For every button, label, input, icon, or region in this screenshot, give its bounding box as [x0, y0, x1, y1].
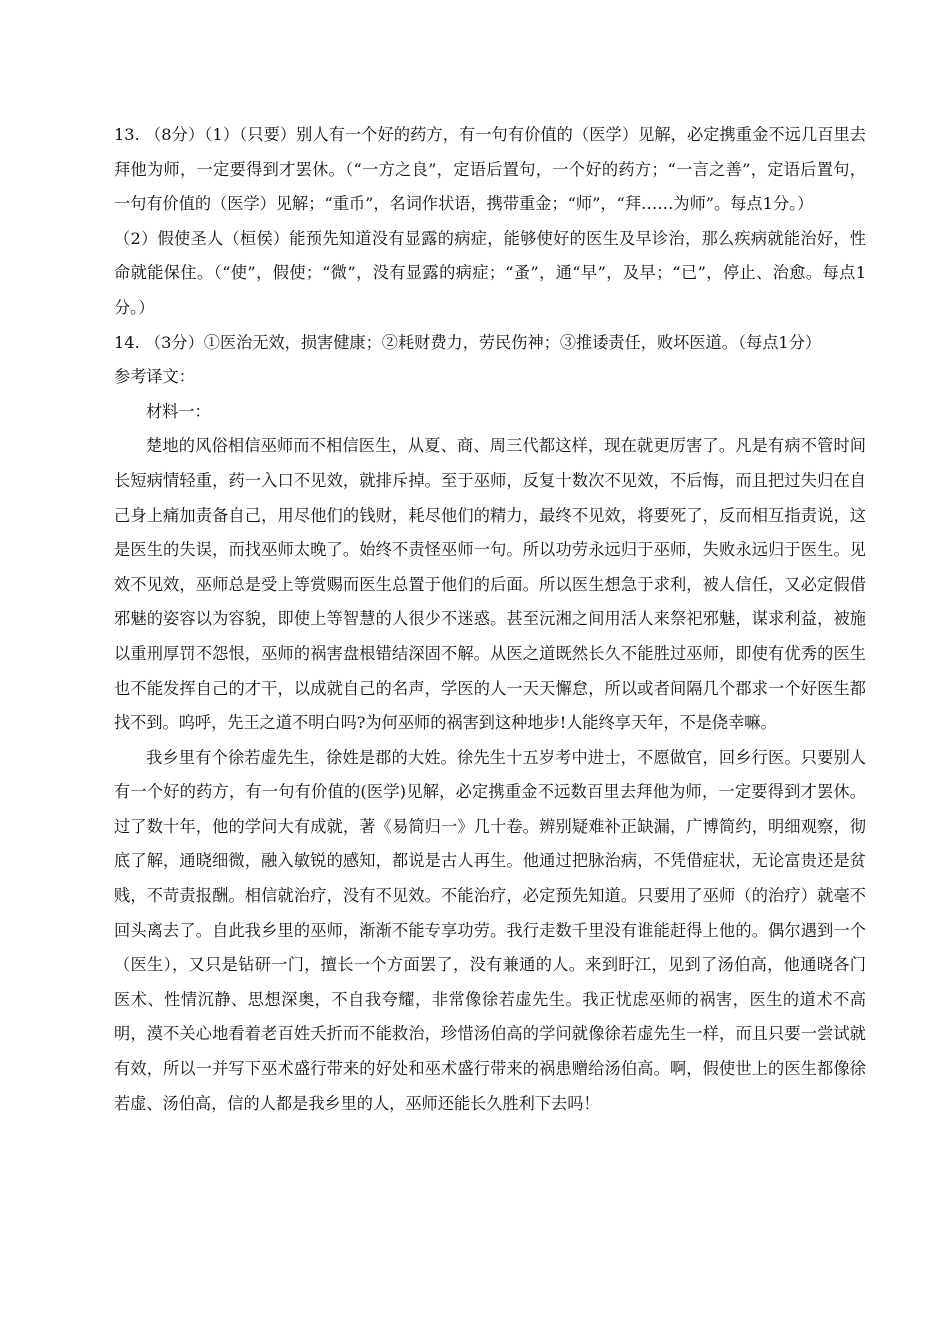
document-content	[114, 118, 866, 1121]
material-paragraph: 楚地的风俗相信巫师而不相信医生，从夏、商、周三代都这样，现在就更厉害了。凡是有病不管时间长短病情轻重，药一入口不见效，就排斥掉。至于巫师，反复十数次不见效，不后悔，而且把过失归在自己身上痛加责备自己，用尽他们的钱财，耗尽他们的精力，最终不见效，将要死了，反而相互指责说，这是医生的失误，而找巫师太晚了。始终不责怪巫师一句。所以功劳永远归于巫师，失败永远归于医生。见效不见效，巫师总是受上等赏赐而医生总置于他们的后面。所以医生想急于求利，被人信任，又必定假借邪魅的姿容以为容貌，即使上等智慧的人很少不迷惑。甚至沅湘之间用活人来祭祀邪魅，谋求利益，被施以重刑厚罚不怨恨，巫师的祸害盘根错结深固不解。从医之道既然长久不能胜过巫师，即使有优秀的医生也不能发挥自己的才干，以成就自己的名声，学医的人一天天懈怠，所以或者间隔几个郡求一个好医生都找不到。呜呼，先王之道不明白吗?为何巫师的祸害到这种地步!人能终享天年，不是侥幸嘛。	[114, 436, 866, 733]
q13-answer-part1: 13. （8分）（1）（只要）别人有一个好的药方，有一句有价值的（医学）见解，必定携重金不远几百里去拜他为师，一定要得到才罢休。（“一方之良”，定语后置句，一个好的药方；“一言之善”，定语后置句，一句有价值的（医学）见解；“重币”，名词作状语，携带重金；“师”，“拜……为师”。每点1分。）	[114, 125, 866, 214]
q14-answer: 14. （3分）①医治无效，损害健康；②耗财费力，劳民伤神；③推诿责任，败坏医道。（每点1分）	[114, 332, 822, 352]
reference-translation-label: 参考译文：	[114, 367, 195, 387]
material-one-label: 材料一：	[146, 401, 211, 421]
q13-answer-part2: （2）假使圣人（桓侯）能预先知道没有显露的病症，能够使好的医生及早诊治，那么疾病就能治好，性命就能保住。（“使”，假使；“微”，没有显露的病症；“蚤”，通“早”，及早；“已”，停止、治愈。每点1分。）	[114, 228, 866, 317]
material-paragraph: 我乡里有个徐若虚先生，徐姓是郡的大姓。徐先生十五岁考中进士，不愿做官，回乡行医。只要别人有一个好的药方，有一句有价值的(医学)见解，必定携重金不远数百里去拜他为师，一定要得到才罢休。过了数十年，他的学问大有成就，著《易简归一》几十卷。辨别疑难补正缺漏，广博简约，明细观察，彻底了解，通晓细微，融入敏锐的感知，都说是古人再生。他通过把脉治病，不凭借症状，无论富贵还是贫贱，不苛责报酬。相信就治疗，没有不见效。不能治疗，必定预先知道。只要用了巫师（的治疗）就毫不回头离去了。自此我乡里的巫师，渐渐不能专享功劳。我行走数千里没有谁能赶得上他的。偶尔遇到一个（医生），又只是钻研一门，擅长一个方面罢了，没有兼通的人。来到盱江，见到了汤伯高，他通晓各门医术、性情沉静、思想深奥，不自我夸耀，非常像徐若虚先生。我正忧虑巫师的祸害，医生的道术不高明，漠不关心地看着老百姓夭折而不能救治，珍惜汤伯高的学问就像徐若虚先生一样，而且只要一尝试就有效，所以一并写下巫术盛行带来的好处和巫术盛行带来的祸患赠给汤伯高。啊，假使世上的医生都像徐若虚、汤伯高，信的人都是我乡里的人，巫师还能长久胜利下去吗！	[114, 747, 866, 1113]
